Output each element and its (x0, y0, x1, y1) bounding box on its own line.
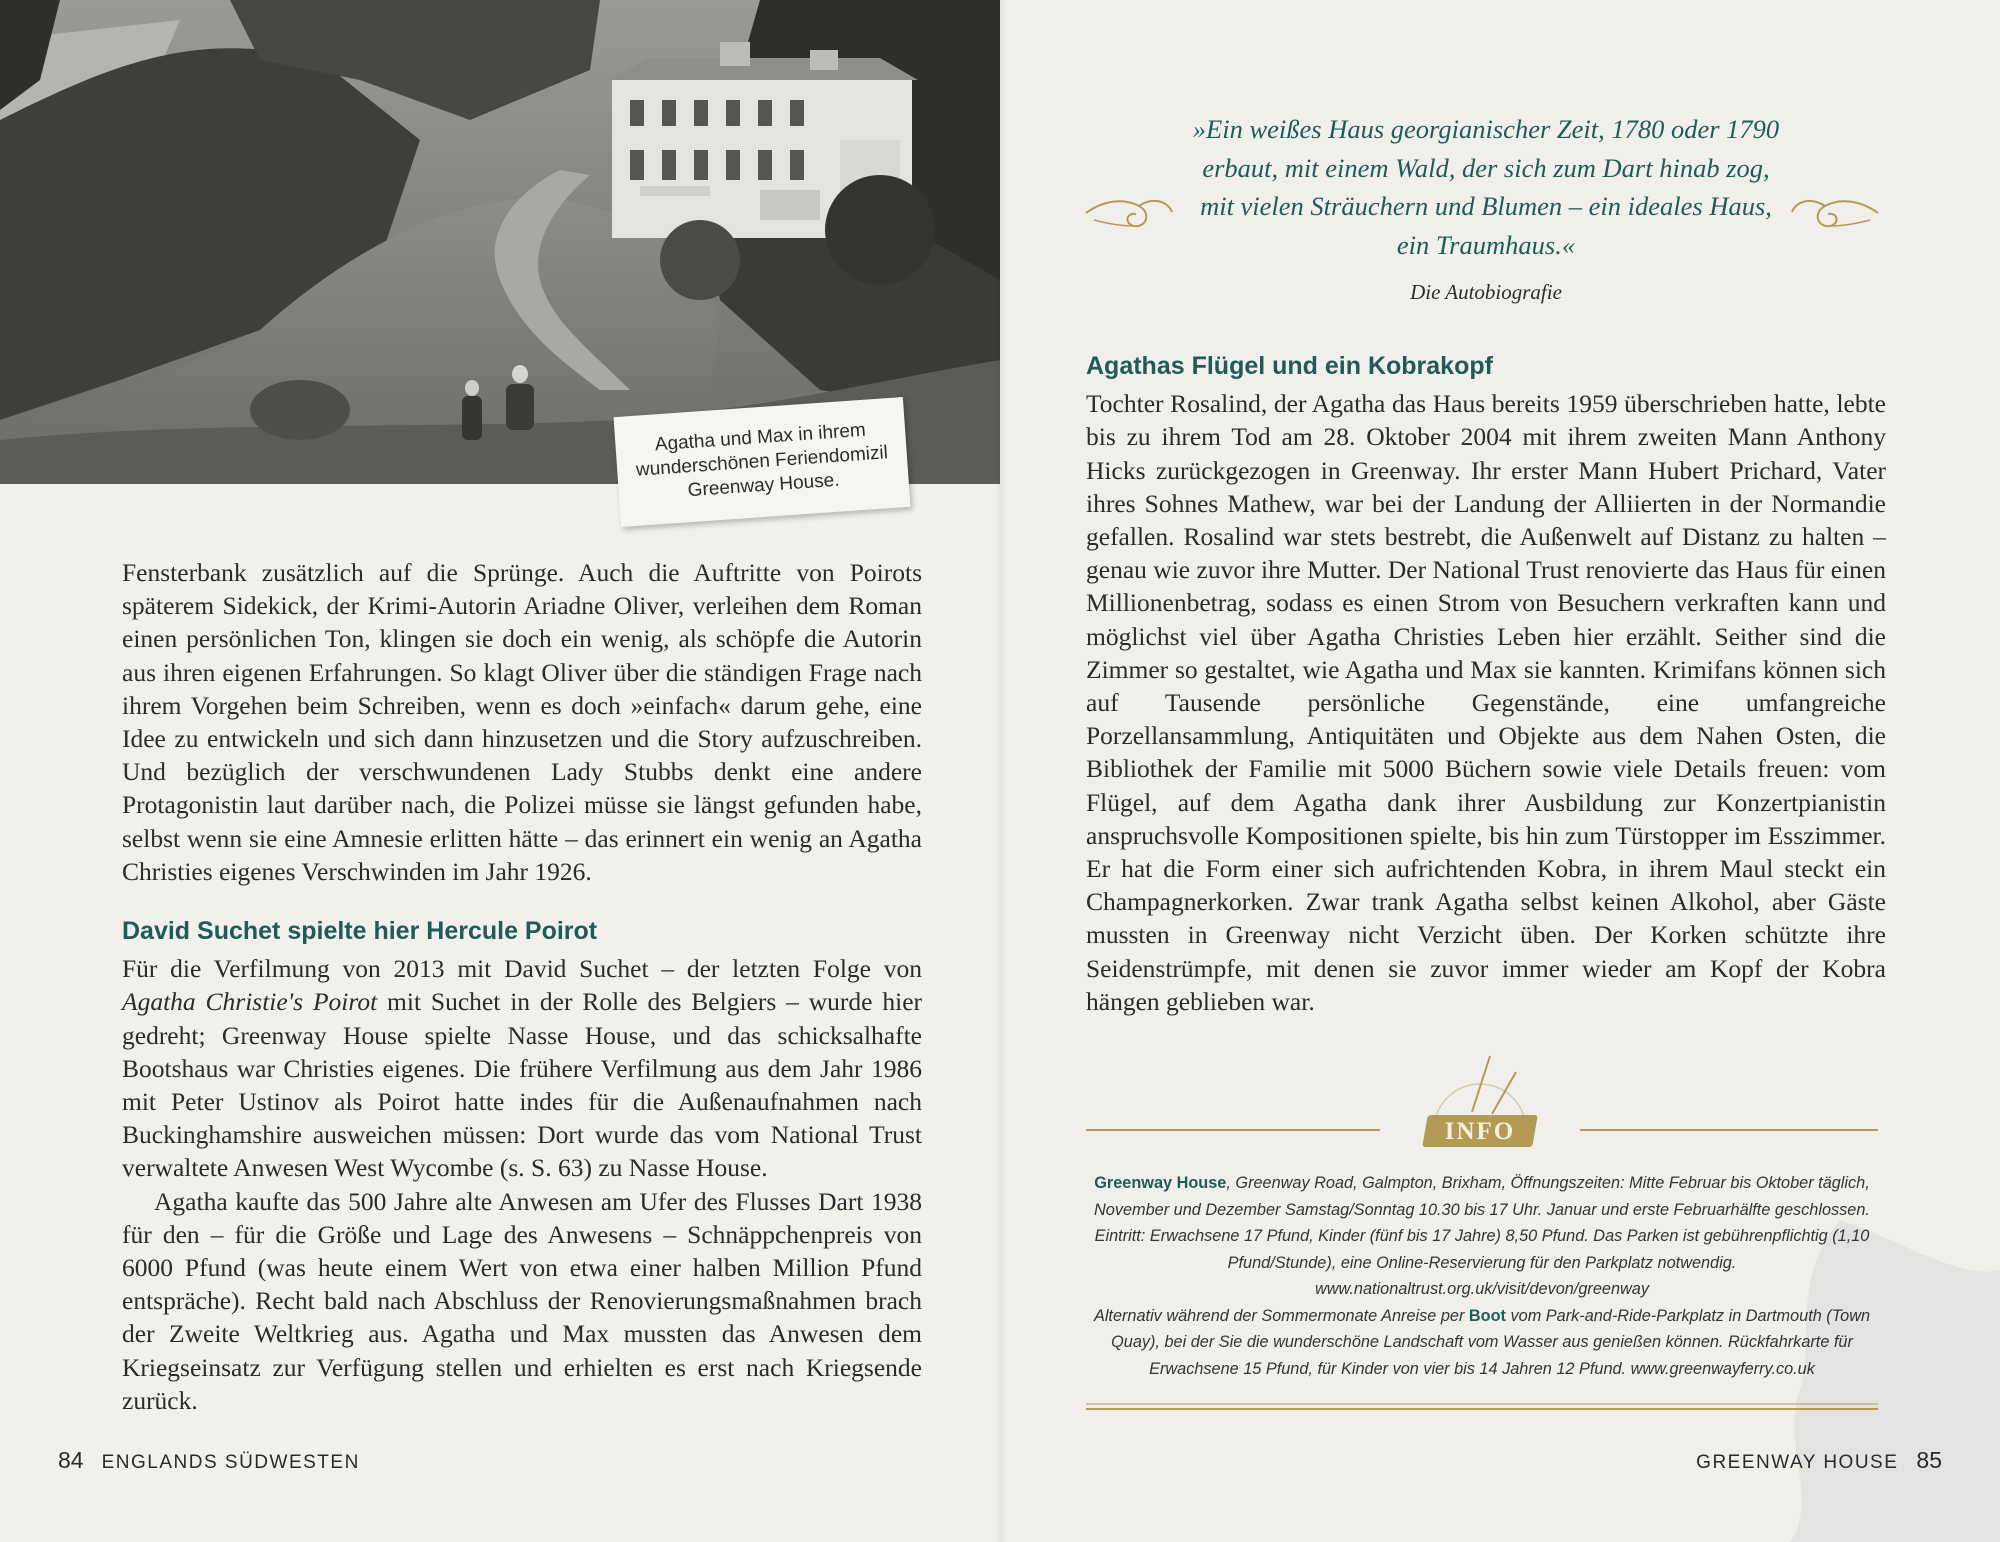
info-alternative: Alternativ während der Sommermonate Anreise per (1093, 1306, 1469, 1325)
left-paragraph-2-part-b: mit Suchet in der Rolle des Belgiers – wurde hier gedreht; Greenway House spielte Nasse House, und das schicksalhafte Bootshaus war Christies eigenes. Die frühere Verfilmung aus dem Jahr 1986 mit Peter Ustinov als Poirot hatte indes für die Außenaufnahmen nach Buckinghamshire ausweichen müssen: Dort wurde das vom National Trust verwaltete Anwesen West Wycombe (s. S. 63) zu Nasse House. (122, 987, 922, 1183)
left-section-heading: David Suchet spielte hier Hercule Poirot (122, 917, 598, 946)
info-divider-bottom (1080, 1400, 1884, 1414)
info-boat: Boot (1468, 1306, 1506, 1325)
info-place-name: Greenway House (1094, 1174, 1227, 1192)
book-gutter (995, 0, 1007, 1542)
info-details: , Greenway Road, Galmpton, Brixham, Öffnungszeiten: Mitte Februar bis Oktober täglich, November und Dezember Samstag/Sonntag 10.30 bis 17 Uhr. Januar und erste Februarhälfte geschlossen. Eintritt: Erwachsene 17 Pfund, Kinder (fünf bis 17 Jahre) 8,50 Pfund. Das Parken ist gebührenpflichtig (1,10 Pfund/Stunde), eine Online-Reservierung für den Parkplatz notwendig. www.nationaltrust.org.uk/visit/devon/greenway (1094, 1174, 1870, 1298)
left-swirl-ornament (1084, 190, 1174, 236)
info-box (1086, 1170, 1878, 1382)
left-page-number: 84 (58, 1447, 84, 1473)
quote-text: »Ein weißes Haus georgianischer Zeit, 1780 oder 1790 erbaut, mit einem Wald, der sich zum Dart hinab zog, mit vielen Sträuchern und Blumen – ein ideales Haus, ein Traumhaus.« (1192, 114, 1780, 260)
quote-block (1086, 110, 1886, 305)
left-paragraph-2-part-a: Für die Verfilmung von 2013 mit David Suchet – der letzten Folge von (122, 954, 922, 984)
photo-caption: Agatha und Max in ihrem wunderschönen Feriendomizil Greenway House. (614, 397, 911, 527)
right-footer (1696, 1447, 1942, 1474)
right-paragraph: Tochter Rosalind, der Agatha das Haus bereits 1959 überschrieben hatte, lebte bis zu ihrem Tod am 28. Oktober 2004 mit ihrem zweiten Mann Anthony Hicks zurückgezogen in Greenway. Ihr erster Mann Hubert Prichard, Vater ihres Sohnes Mathew, war bei der Landung der Alliierten in der Normandie gefallen. Rosalind war stets bestrebt, die Außenwelt auf Distanz zu halten – genau wie zuvor ihre Mutter. Der National Trust renovierte das Haus für einen Millionenbetrag, sodass es einen Strom von Besuchern verkraften kann und möglichst viel über Agatha Christies Leben hier erzählt. Seither sind die Zimmer so gestaltet, wie Agatha und Max sie kannten. Krimifans können sich auf Tausende persönliche Gegenstände, eine umfangreiche Porzellansammlung, Antiquitäten und Objekte aus dem Nahen Osten, die Bibliothek der Familie mit 5000 Büchern sowie viele Details freuen: vom Flügel, auf dem Agatha dank ihrer Ausbildung zur Konzertpianistin anspruchsvolle Kompositionen spielte, bis hin zum Türstopper im Esszimmer. Er hat die Form einer sich aufrichtenden Kobra, in ihrem Maul steckt ein Champagnerkorken. Zwar trank Agatha selbst keinen Alkohol, aber Gäste mussten in Greenway nicht Verzicht üben. Der Korken schützte ihre Seidenstrümpfe, mit denen sie zuvor immer wieder am Kopf der Kobra hängen geblieben war. (1086, 389, 1886, 1016)
quote-source: Die Autobiografie (1410, 280, 1562, 304)
right-page-text (1086, 350, 1886, 1018)
right-swirl-ornament (1790, 190, 1880, 236)
left-paragraph-1: Fensterbank zusätzlich auf die Sprünge. Auch die Auftritte von Poirots späterem Sidekick, der Krimi-Autorin Ariadne Oliver, verleihen dem Roman einen persönlichen Ton, klingen sie doch ein wenig, als schöpfe die Autorin aus ihren eigenen Erfahrungen. So klagt Oliver über die ständigen Frage nach ihrem Vorgehen beim Schreiben, wenn es doch »einfach« darum gehe, eine Idee zu entwickeln und sich dann hinzusetzen und die Story aufzuschreiben. Und bezüglich der verschwundenen Lady Stubbs denkt eine andere Protagonistin laut darüber nach, die Polizei müsse sie längst gefunden habe, selbst wenn sie eine Amnesie erlitten hätte – das erinnert ein wenig an Agatha Christies eigenes Verschwinden im Jahr 1926. (122, 558, 922, 886)
info-alternative-rest: vom Park-and-Ride-Parkplatz in Dartmouth (Town Quay), bei der Sie die wunderschöne Landschaft vom Wasser aus genießen können. Rückfahrkarte für Erwachsene 15 Pfund, für Kinder von vier bis 14 Jahren 12 Pfund. www.greenwayferry.co.uk (1111, 1306, 1871, 1378)
right-running-title: GREENWAY HOUSE (1696, 1452, 1899, 1473)
left-page-text (122, 556, 922, 1417)
info-text (1086, 1170, 1878, 1382)
right-section-heading: Agathas Flügel und ein Kobrakopf (1086, 352, 1493, 380)
info-header (1080, 1052, 1884, 1152)
left-paragraph-2 (122, 952, 922, 1184)
left-running-title: ENGLANDS SÜDWESTEN (101, 1452, 360, 1473)
series-title-italic: Agatha Christie's Poirot (122, 987, 378, 1017)
info-label: INFO (1444, 1118, 1516, 1145)
left-paragraph-3: Agatha kaufte das 500 Jahre alte Anwesen am Ufer des Flusses Dart 1938 für den – für die Größe und Lage des Anwesens – Schnäppchenpreis von 6000 Pfund (was heute einem Wert von etwa einer halben Million Pfund entspräche). Recht bald nach Abschluss der Renovierungsmaßnahmen brach der Zweite Weltkrieg aus. Agatha und Max mussten das Anwesen dem Kriegseinsatz zur Verfügung stellen und erhielten es erst nach Kriegsende zurück. (122, 1186, 922, 1415)
right-page-number: 85 (1916, 1447, 1942, 1473)
left-footer (58, 1447, 360, 1474)
right-page (1000, 0, 2000, 1542)
